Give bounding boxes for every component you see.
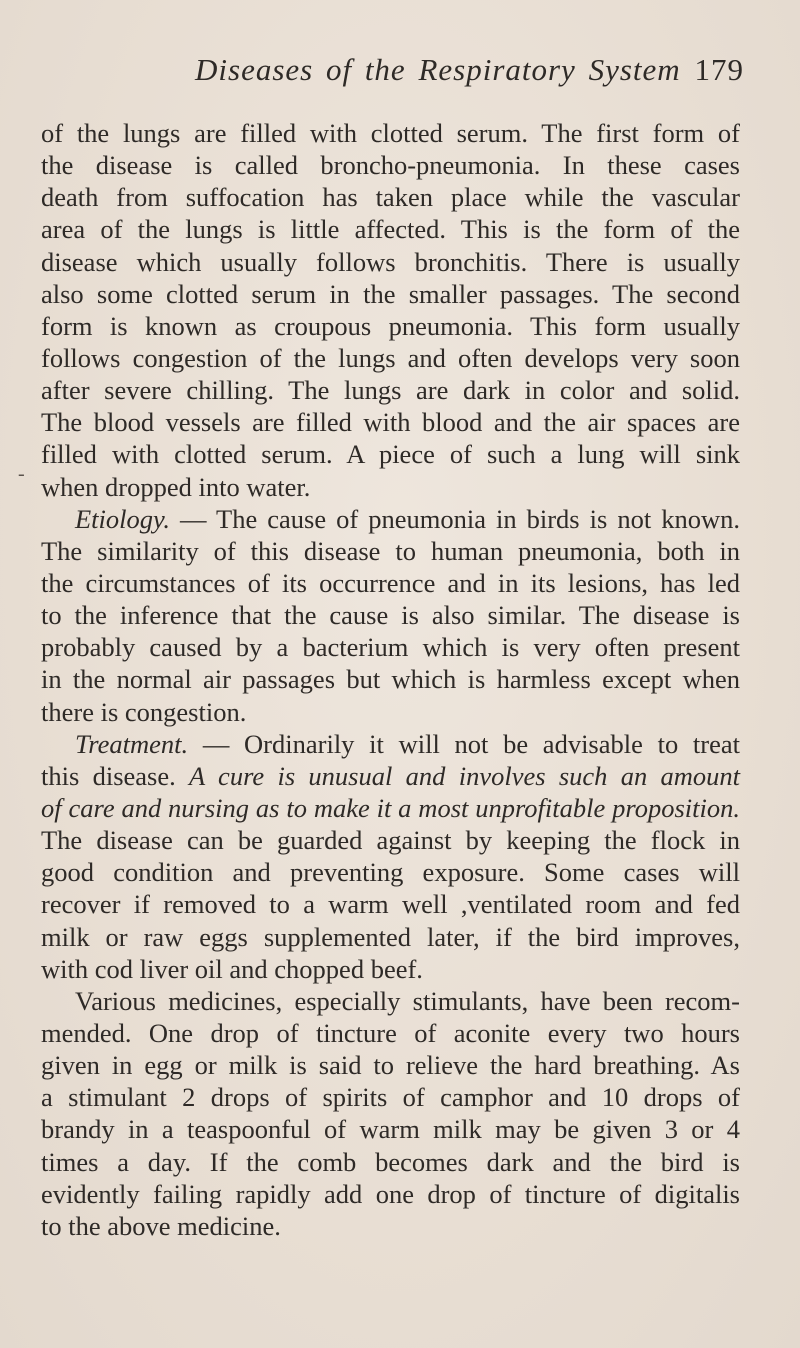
- text-line: [41, 985, 740, 1017]
- text-line: [41, 1178, 740, 1210]
- line-text: when dropped into water.: [41, 471, 311, 502]
- line-text: the disease is called broncho-pneumonia. In these cases: [41, 150, 740, 181]
- line-text: to the above medicine.: [41, 1210, 281, 1241]
- text-line: [41, 856, 740, 888]
- page-number: 179: [694, 52, 744, 87]
- text-line: [41, 438, 740, 470]
- line-text: — The cause of pneumonia in birds is not known.: [169, 503, 740, 534]
- text-line: [41, 824, 740, 856]
- text-line: [41, 1146, 740, 1178]
- text-line: [41, 1081, 740, 1113]
- line-text: form is known as croupous pneumonia. This form usually: [41, 310, 740, 341]
- text-line: [41, 1113, 740, 1145]
- line-text: recover if removed to a warm well ,ventilated room and fed: [41, 889, 740, 920]
- line-text: death from suffocation has taken place while the vascular: [41, 182, 740, 213]
- text-line: [41, 213, 740, 245]
- line-text: disease which usually follows bronchitis. There is usually: [41, 246, 740, 277]
- text-line: [41, 760, 740, 792]
- text-line: [41, 117, 740, 149]
- line-text: area of the lungs is little affected. This is the form of the: [41, 214, 740, 245]
- text-line: [41, 535, 740, 567]
- line-text: with cod liver oil and chopped beef.: [41, 953, 423, 984]
- italic-text: A cure is unusual and involves such an amount: [189, 760, 741, 791]
- line-text: there is congestion.: [41, 696, 247, 727]
- line-text: times a day. If the comb becomes dark and the bird is: [41, 1146, 740, 1177]
- text-line: [41, 149, 740, 181]
- line-text: probably caused by a bacterium which is very often present: [41, 632, 740, 663]
- running-title: Diseases of the Respiratory System: [195, 52, 681, 87]
- text-line: [41, 1049, 740, 1081]
- text-line: [41, 278, 740, 310]
- text-line: [41, 310, 740, 342]
- line-text: milk or raw eggs supplemented later, if the bird improves,: [41, 921, 740, 952]
- line-text: filled with clotted serum. A piece of such a lung will sink: [41, 439, 740, 470]
- line-text: a stimulant 2 drops of spirits of camphor and 10 drops of: [41, 1082, 740, 1113]
- line-text: Various medicines, especially stimulants, have been recom-: [75, 985, 740, 1016]
- body-text: [41, 117, 740, 1242]
- text-line: [41, 181, 740, 213]
- line-text: this disease.: [41, 760, 190, 791]
- line-text: after severe chilling. The lungs are dark in color and solid.: [41, 375, 740, 406]
- text-line: [41, 567, 740, 599]
- text-line: [41, 888, 740, 920]
- line-text: given in egg or milk is said to relieve the hard breathing. As: [41, 1050, 740, 1081]
- text-line: [41, 663, 740, 695]
- text-line: [41, 792, 740, 824]
- line-text: — Ordinarily it will not be advisable to treat: [188, 728, 740, 759]
- line-text: evidently failing rapidly add one drop of tincture of digitalis: [41, 1178, 740, 1209]
- text-line: [41, 728, 740, 760]
- text-line: [41, 1017, 740, 1049]
- line-text: follows congestion of the lungs and often develops very soon: [41, 342, 740, 373]
- line-text: mended. One drop of tincture of aconite every two hours: [41, 1017, 740, 1048]
- line-text: also some clotted serum in the smaller passages. The second: [41, 278, 740, 309]
- line-text: in the normal air passages but which is harmless except when: [41, 664, 740, 695]
- line-text: The disease can be guarded against by keeping the flock in: [41, 825, 740, 856]
- text-line: [41, 953, 740, 985]
- line-text: good condition and preventing exposure. Some cases will: [41, 857, 740, 888]
- text-line: [41, 471, 740, 503]
- text-line: [41, 631, 740, 663]
- margin-mark: -: [18, 463, 25, 485]
- running-head: [40, 52, 744, 92]
- text-line: [41, 599, 740, 631]
- text-line: [41, 1210, 740, 1242]
- line-text: The similarity of this disease to human pneumonia, both in: [41, 535, 740, 566]
- italic-text: of care and nursing as to make it a most unprofitable proposition.: [41, 792, 740, 823]
- text-line: [41, 342, 740, 374]
- text-line: [41, 696, 740, 728]
- text-line: [41, 374, 740, 406]
- line-text: the circumstances of its occurrence and in its lesions, has led: [41, 567, 740, 598]
- italic-text: Etiology.: [75, 503, 170, 534]
- text-line: [41, 921, 740, 953]
- text-line: [41, 246, 740, 278]
- line-text: of the lungs are filled with clotted serum. The first form of: [41, 118, 740, 148]
- line-text: brandy in a teaspoonful of warm milk may be given 3 or 4: [41, 1114, 740, 1145]
- text-line: [41, 406, 740, 438]
- line-text: to the inference that the cause is also similar. The disease is: [41, 600, 740, 631]
- line-text: The blood vessels are filled with blood and the air spaces are: [41, 407, 740, 438]
- italic-text: Treatment.: [75, 728, 189, 759]
- text-line: [41, 503, 740, 535]
